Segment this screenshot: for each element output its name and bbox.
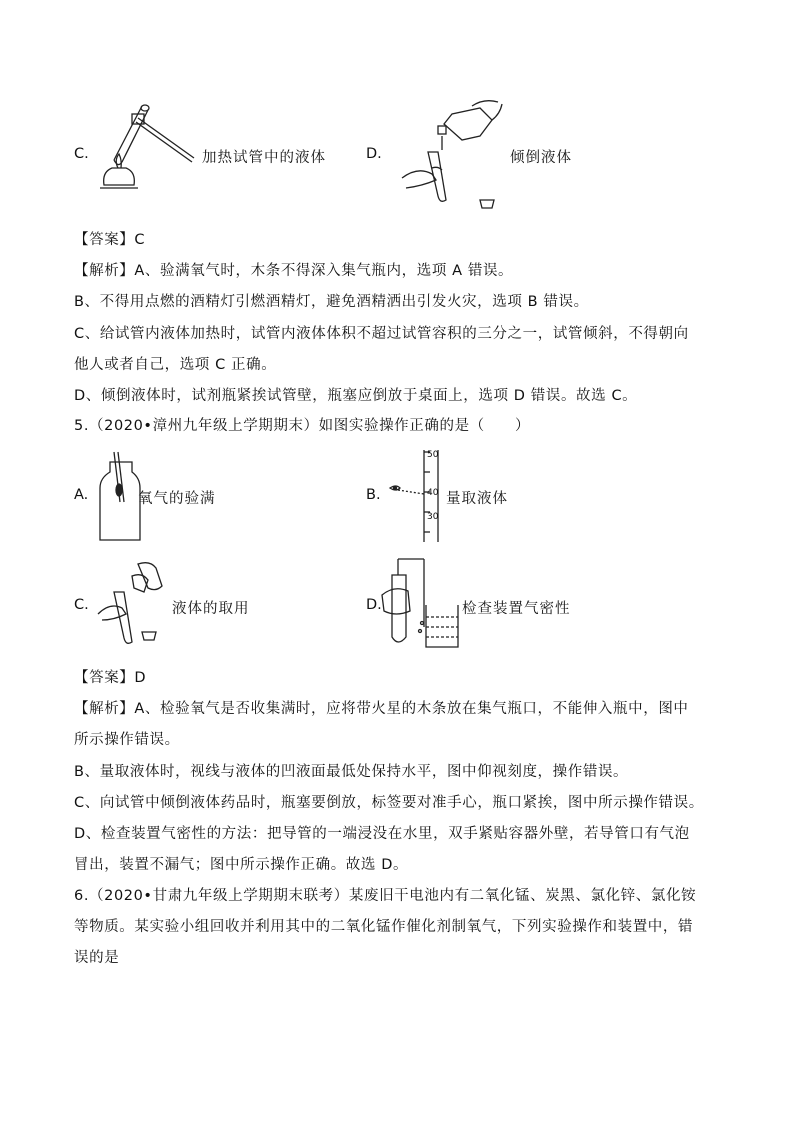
option-b-letter: B. (366, 487, 381, 503)
option-c-caption-q5: 液体的取用 (172, 601, 250, 617)
q4-answer: 【答案】C (74, 232, 146, 248)
q6-stem-line-1: 6.（2020•甘肃九年级上学期期末联考）某废旧干电池内有二氧化锰、炭黑、氯化锌、氯化铵 (74, 888, 697, 904)
option-d-caption-q5: 检查装置气密性 (462, 601, 571, 617)
q6-stem-line-2: 等物质。某实验小组回收并利用其中的二氧化锰作催化剂制氧气，下列实验操作和装置中，错 (74, 919, 694, 935)
option-d-letter-q5: D. (366, 597, 382, 613)
liquid-taking-illustration (98, 558, 168, 648)
q5-analysis-line-3: B、量取液体时，视线与液体的凹液面最低处保持水平，图中仰视刻度，操作错误。 (74, 764, 629, 780)
q5-answer: 【答案】D (74, 670, 147, 686)
q4-analysis-line-2: B、不得用点燃的酒精灯引燃酒精灯，避免酒精洒出引发火灾，选项 B 错误。 (74, 294, 589, 310)
q6-stem-line-3: 误的是 (74, 950, 120, 966)
heating-test-tube-illustration (92, 100, 202, 195)
option-b-caption: 量取液体 (446, 491, 508, 507)
airtightness-check-illustration (380, 555, 458, 650)
option-a-letter: A. (74, 487, 89, 503)
q5-stem: 5.（2020•漳州九年级上学期期末）如图实验操作正确的是（ ） (74, 418, 531, 434)
option-d-letter: D. (366, 146, 382, 162)
cylinder-tick-40: 40 (427, 488, 439, 498)
q5-analysis-line-6: 冒出，装置不漏气；图中所示操作正确。故选 D。 (74, 857, 409, 873)
option-c-caption: 加热试管中的液体 (202, 150, 326, 166)
cylinder-tick-30: 30 (427, 512, 439, 522)
option-c-letter: C. (74, 146, 89, 162)
q5-analysis-line-2: 所示操作错误。 (74, 732, 180, 748)
q5-analysis-line-1: 【解析】A、检验氧气是否收集满时，应将带火星的木条放在集气瓶口，不能伸入瓶中，图中 (74, 701, 689, 717)
cylinder-tick-50: 50 (427, 450, 439, 460)
option-c-letter-q5: C. (74, 597, 89, 613)
q4-analysis-line-1: 【解析】A、验满氧气时，木条不得深入集气瓶内，选项 A 错误。 (74, 263, 514, 279)
option-d-caption: 倾倒液体 (510, 150, 572, 166)
q5-analysis-line-5: D、检查装置气密性的方法：把导管的一端浸没在水里，双手紧贴容器外壁，若导管口有气泡 (74, 826, 690, 842)
option-a-caption: 氧气的验满 (138, 491, 216, 507)
q4-analysis-line-3: C、给试管内液体加热时，试管内液体体积不超过试管容积的三分之一，试管倾斜，不得朝向 (74, 326, 689, 342)
q4-analysis-line-5: D、倾倒液体时，试剂瓶紧挨试管壁，瓶塞应倒放于桌面上，选项 D 错误。故选 C。 (74, 388, 638, 404)
q4-analysis-line-4: 他人或者自己，选项 C 正确。 (74, 357, 277, 373)
q5-analysis-line-4: C、向试管中倾倒液体药品时，瓶塞要倒放，标签要对准手心，瓶口紧挨，图中所示操作错误。 (74, 795, 704, 811)
pouring-liquid-illustration (392, 96, 512, 211)
